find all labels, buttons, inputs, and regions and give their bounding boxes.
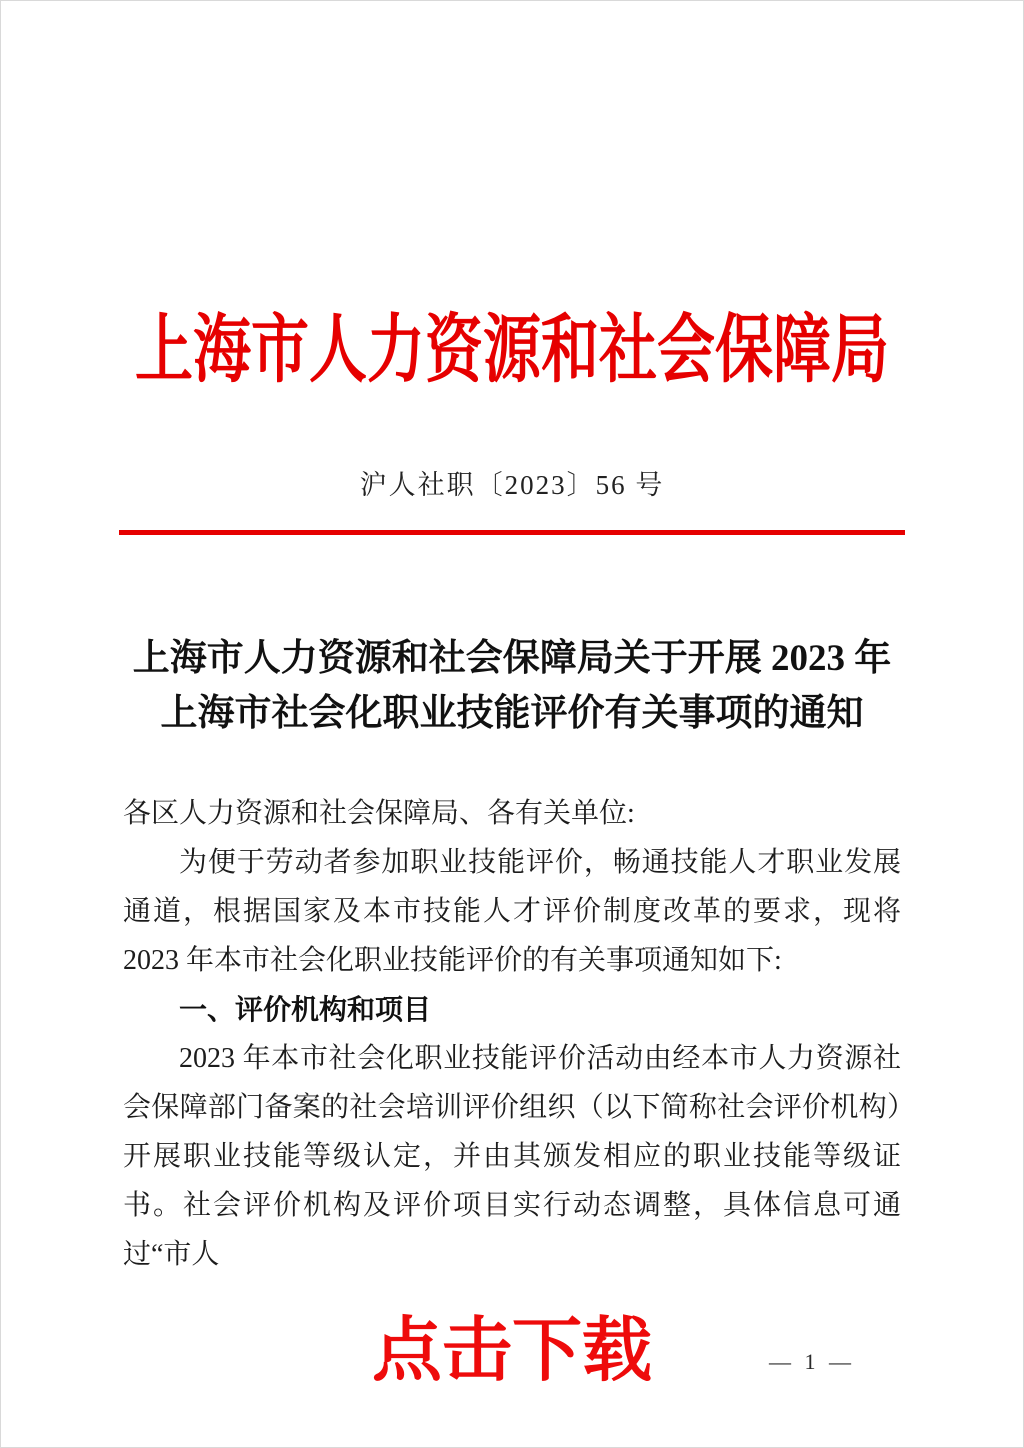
section-1-paragraph: 2023 年本市社会化职业技能评价活动由经本市人力资源社会保障部门备案的社会培训评价组织（以下简称社会评价机构）开展职业技能等级认定，并由其颁发相应的职业技能等级证书。社会评价机构及评价项目实行动态调整，具体信息可通过“市人 bbox=[123, 1043, 901, 1270]
salutation: 各区人力资源和社会保障局、各有关单位: bbox=[123, 798, 635, 829]
download-link[interactable]: 点击下载 bbox=[372, 1311, 652, 1389]
doc-title bbox=[1, 631, 1023, 741]
footer-row bbox=[1, 1299, 1023, 1389]
doc-title-line1: 上海市人力资源和社会保障局关于开展 2023 年 bbox=[132, 638, 892, 679]
doc-title-line2: 上海市社会化职业技能评价有关事项的通知 bbox=[160, 693, 864, 734]
document-body bbox=[123, 789, 901, 1279]
page-number: — 1 — bbox=[769, 1349, 855, 1374]
intro-paragraph: 为便于劳动者参加职业技能评价，畅通技能人才职业发展通道，根据国家及本市技能人才评价制度改革的要求，现将 2023 年本市社会化职业技能评价的有关事项通知如下: bbox=[123, 847, 901, 976]
red-divider-rule bbox=[119, 530, 905, 535]
section-1-heading: 一、评价机构和项目 bbox=[179, 994, 432, 1025]
org-title: 上海市人力资源和社会保障局 bbox=[134, 308, 889, 392]
doc-number: 沪人社职〔2023〕56 号 bbox=[359, 470, 665, 500]
